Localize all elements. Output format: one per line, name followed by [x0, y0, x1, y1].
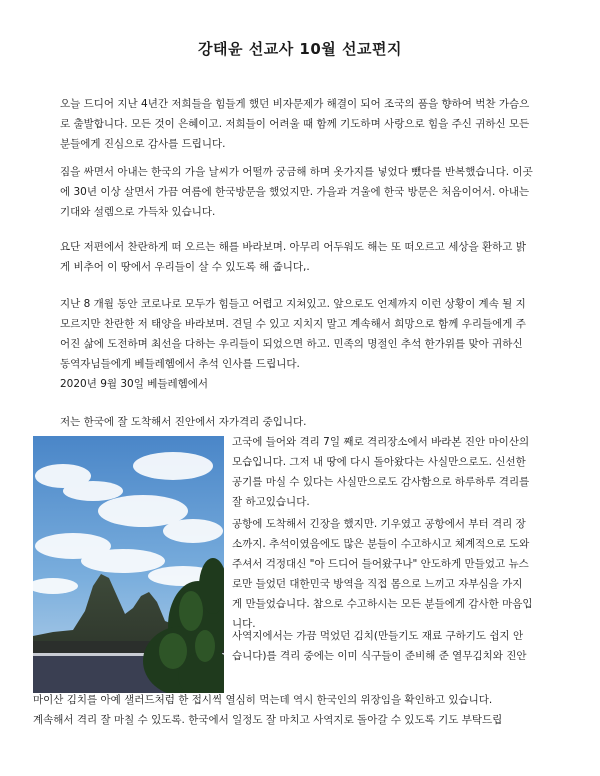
paragraph-quarantine-view	[232, 432, 572, 512]
text-line: 로만 들었던 대한민국 방역을 직접 몸으로 느끼고 자부심을 가지	[232, 578, 523, 590]
text-line: 저는 한국에 잘 도착해서 진안에서 자가격리 중입니다.	[60, 416, 307, 428]
text-line: 니다.	[232, 618, 256, 630]
paragraph-arrival	[60, 412, 572, 432]
text-line: 모습입니다. 그저 내 땅에 다시 돌아왔다는 사실만으로도. 신선한	[232, 456, 526, 468]
text-line: 어진 삶에 도전하며 최선을 다하는 우리들이 되었으면 하고. 민족의 명절인 추석 한가위를 맞아 귀하신	[60, 338, 523, 350]
text-line: 사역지에서는 가끔 먹었던 김치(만들기도 재료 구하기도 쉽지 안	[232, 630, 524, 642]
text-line: 잘 하고있습니다.	[232, 496, 310, 508]
text-line: 모르지만 찬란한 저 태양을 바라보며. 견딜 수 있고 지치지 말고 계속해서 희망으로 함께 우리들에게 주	[60, 318, 526, 330]
text-line: 로 출발합니다. 모든 것이 은혜이고. 저희들이 어려울 때 함께 기도하며 사랑으로 힘을 주신 귀하신 모든	[60, 118, 530, 130]
paragraph-airport	[232, 514, 572, 634]
paragraph-kimchi	[232, 626, 572, 666]
letter-title: 강태윤 선교사 10월 선교편지	[198, 40, 402, 58]
text-line: 주셔서 걱정대신 "아 드디어 들어왔구나" 안도하게 만들었고 뉴스	[232, 558, 529, 570]
text-line: 기대와 설렘으로 가득차 있습니다.	[60, 206, 216, 218]
text-line: 공항에 도착해서 긴장을 했지만. 기우였고 공항에서 부터 격리 장	[232, 518, 526, 530]
maisan-photo	[33, 436, 224, 693]
text-line: 계속해서 격리 잘 마칠 수 있도록. 한국에서 일정도 잘 마치고 사역지로 돌아갈 수 있도록 기도 부탁드립	[33, 714, 503, 726]
text-line: 공기를 마실 수 있다는 사실만으로도 감사함으로 하루하루 격리를	[232, 476, 530, 488]
text-line: 짐을 싸면서 아내는 한국의 가을 날씨가 어떨까 궁금해 하며 옷가지를 넣었다 뺐다를 반복했습니다. 이곳	[60, 166, 533, 178]
text-line: 요단 저편에서 찬란하게 떠 오르는 해를 바라보며. 아무리 어두워도 해는 또 떠오르고 세상을 환하고 밝	[60, 241, 526, 253]
letter-date: 2020년 9월 30일 베들레헴에서	[60, 378, 209, 390]
paragraph-sunrise	[60, 237, 572, 277]
text-line: 오늘 드디어 지난 4년간 저희들을 힘들게 했던 비자문제가 해결이 되어 조국의 품을 향하여 벅찬 가슴으	[60, 98, 530, 110]
paragraph-closing	[33, 690, 573, 730]
text-line: 마이산 김치를 아예 샐러드처럼 한 접시씩 열심히 먹는데 역시 한국인의 위장임을 확인하고 있습니다.	[33, 694, 493, 706]
paragraph-greeting	[60, 294, 572, 394]
text-line: 소까지. 추석이였음에도 많은 분들이 수고하시고 체계적으로 도와	[232, 538, 530, 550]
text-line: 지난 8 개월 동안 코로나로 모두가 힘들고 어렵고 지쳐있고. 앞으로도 언제까지 이런 상황이 계속 될 지	[60, 298, 526, 310]
text-line: 습니다)를 격리 중에는 이미 식구들이 준비해 준 열무김치와 진안	[232, 650, 527, 662]
text-line: 게 만들었습니다. 참으로 수고하시는 모든 분들에게 감사한 마음입	[232, 598, 533, 610]
paragraph-departure	[60, 94, 572, 154]
text-line: 에 30년 이상 살면서 가끔 여름에 한국방문을 했었지만. 가을과 겨울에 한국 방문은 처음이어서. 아내는	[60, 186, 530, 198]
text-line: 동역자님들에게 베들레헴에서 추석 인사를 드립니다.	[60, 358, 300, 370]
text-line: 고국에 들어와 격리 7일 째로 격리장소에서 바라본 진안 마이산의	[232, 436, 530, 448]
paragraph-packing	[60, 162, 572, 222]
text-line: 게 비추어 이 땅에서 우리들이 살 수 있도록 해 줍니다,.	[60, 261, 310, 273]
text-line: 분들에게 진심으로 감사를 드립니다.	[60, 138, 226, 150]
